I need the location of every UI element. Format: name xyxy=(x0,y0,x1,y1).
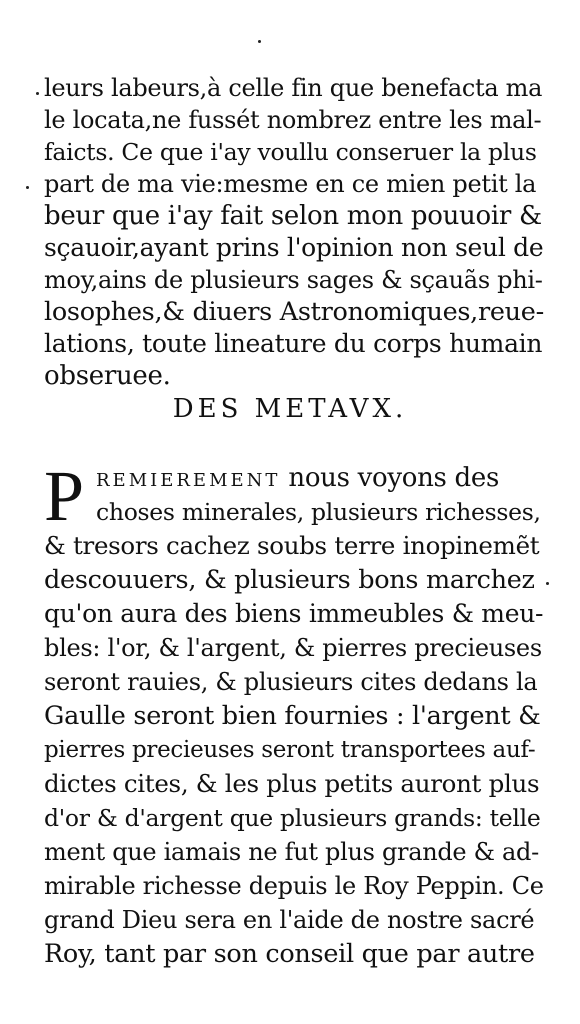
text-line: lations, toute lineature du corps humain xyxy=(44,329,543,358)
ink-speck xyxy=(546,582,549,585)
text-line: leurs labeurs,à celle fin que benefacta ma xyxy=(44,74,543,102)
text-line: choses minerales, plusieurs richesses, xyxy=(96,498,541,526)
ink-speck xyxy=(36,92,39,95)
text-line: bles: l'or, & l'argent, & pierres precieuses xyxy=(44,634,542,662)
first-text-line xyxy=(96,462,546,497)
text-line: part de ma vie:mesme en ce mien petit la xyxy=(44,170,537,198)
text-line: qu'on aura des biens immeubles & meu- xyxy=(44,599,544,628)
text-line: d'or & d'argent que plusieurs grands: telle xyxy=(44,804,541,832)
first-word-smallcaps: REMIEREMENT xyxy=(96,470,281,491)
drop-cap: P xyxy=(44,456,85,536)
text-line: moy,ains de plusieurs sages & sçauãs phi- xyxy=(44,266,543,294)
text-line: descouuers, & plusieurs bons marchez xyxy=(44,565,535,595)
text-line: Roy, tant par son conseil que par autre xyxy=(44,939,535,969)
first-line-rest: nous voyons des xyxy=(280,463,500,493)
text-line: le locata,ne fussét nombrez entre les mal- xyxy=(44,106,542,134)
text-line: losophes,& diuers Astronomiques,reue- xyxy=(44,297,544,327)
text-line: obseruee. xyxy=(44,361,171,391)
ink-speck xyxy=(258,40,261,43)
text-line: dictes cites, & les plus petits auront plus xyxy=(44,769,540,798)
text-line: Gaulle seront bien fournies : l'argent & xyxy=(44,701,541,731)
section-heading: DES METAVX. xyxy=(172,394,408,424)
text-line: seront rauies, & plusieurs cites dedans la xyxy=(44,668,538,696)
text-line: beur que i'ay fait selon mon pouuoir & xyxy=(44,201,542,231)
text-line: & tresors cachez soubs terre inopinemẽt xyxy=(44,531,540,560)
text-line: faicts. Ce que i'ay voullu conseruer la plus xyxy=(44,138,537,166)
text-line: mirable richesse depuis le Roy Peppin. Ce xyxy=(44,872,544,900)
ink-speck xyxy=(26,186,29,189)
text-line: sçauoir,ayant prins l'opinion non seul de xyxy=(44,233,544,262)
text-line: ment que iamais ne fut plus grande & ad- xyxy=(44,838,539,866)
text-line: grand Dieu sera en l'aide de nostre sacré xyxy=(44,906,535,934)
text-line: pierres precieuses seront transportees auf- xyxy=(44,737,536,763)
